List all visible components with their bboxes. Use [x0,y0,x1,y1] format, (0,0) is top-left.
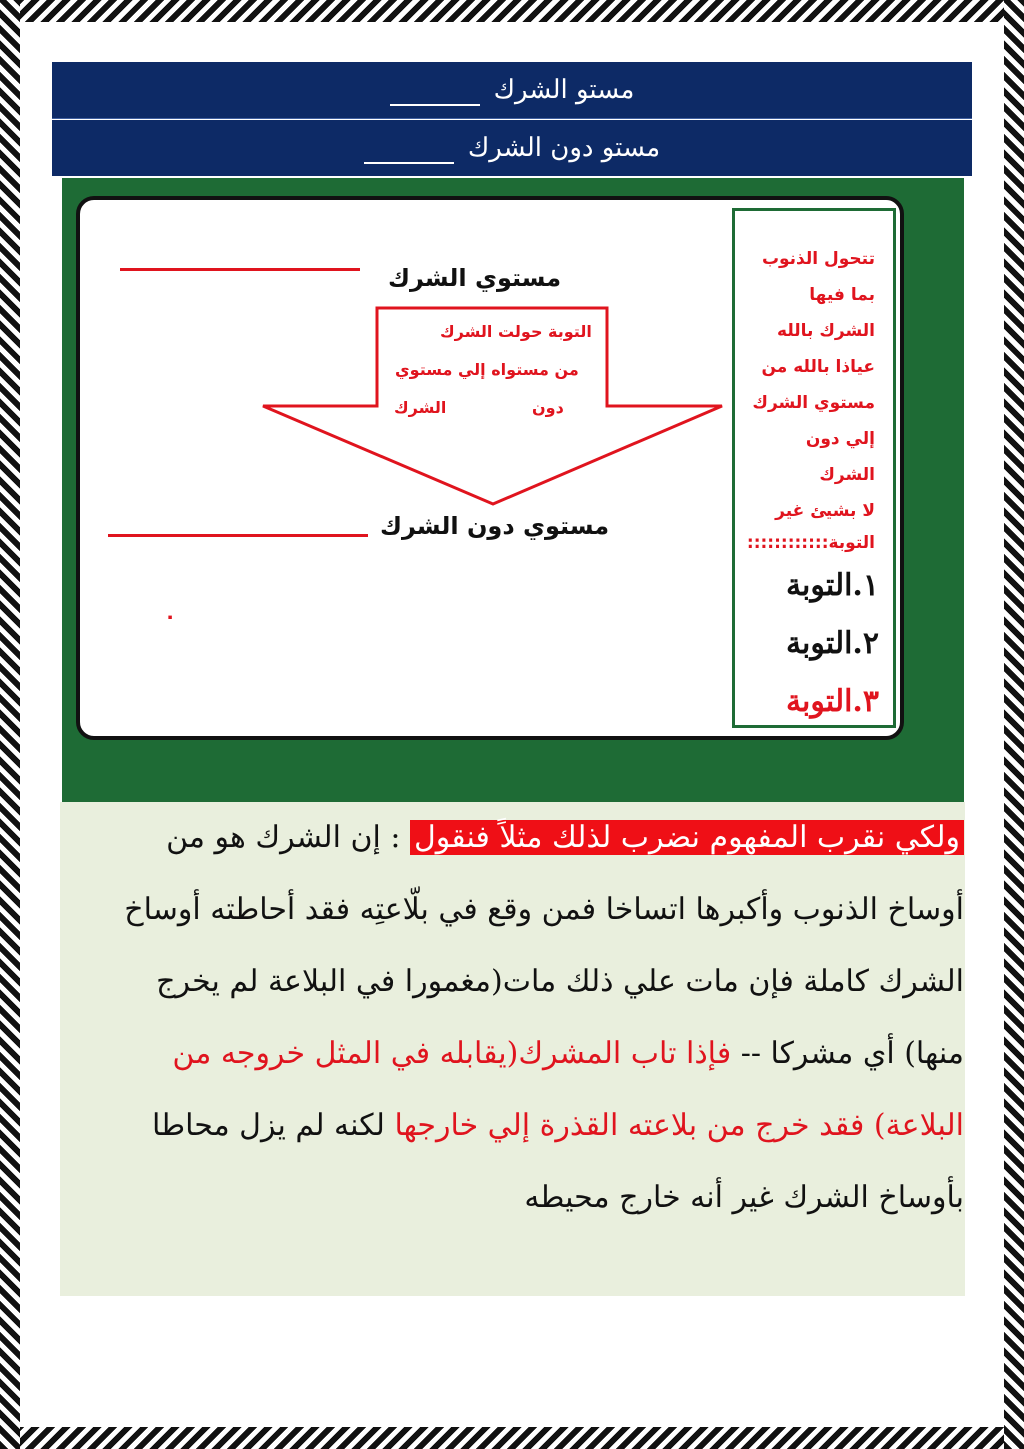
lower-level-label: مستوي دون الشرك [380,512,610,540]
dot-mark: ٠ [164,604,177,628]
step-1: ١.التوبة [785,568,879,603]
fill-blank-1 [390,76,480,106]
header-line-2 [52,120,972,176]
side-line-2: بما فيها [809,285,875,305]
decorative-border-right [1004,0,1024,1449]
header-line-1 [52,62,972,119]
arrow-text-line-1: التوبة حولت الشرك [440,322,592,341]
intro-highlight: ولكي نقرب المفهوم نضرب لذلك مثلاً فنقول [410,820,964,855]
arrow-text-line-2: من مستواه إلي مستوي [395,360,579,379]
paragraph-part-2: لكنه لم يزل محاطا بأوساخ الشرك غير أنه خارج محيطه [152,1108,964,1215]
upper-level-line [120,268,360,271]
side-explanation-box [732,208,896,728]
side-line-6: إلي دون الشرك [805,429,875,485]
side-line-7: لا بشيئ غير [775,501,875,521]
paragraph-part-1: : إن الشرك هو من أوساخ الذنوب وأكبرها اتساخا فمن وقع في بلّاعتِه فقد أحاطته أوساخ الشرك كاملة فإن مات علي ذلك مات(مغمورا في البلاعة لم يخرج منها) أي مشركا -- [124,820,964,1071]
upper-level-label: مستوي الشرك [388,264,562,292]
side-line-5: مستوي الشرك [752,393,875,413]
side-box-text [735,211,893,557]
step-2: ٢.التوبة [785,626,879,661]
decorative-border-top [0,0,1024,22]
explanation-paragraph [104,802,964,1234]
decorative-border-bottom [0,1427,1024,1449]
side-line-1: تتحول الذنوب [761,249,875,269]
decorative-border-left [0,0,20,1449]
side-line-4: عياذا بالله من [761,357,875,377]
arrow-text-line-3: دون الشرك [394,398,564,417]
fill-blank-2 [364,134,454,164]
paragraph-red-part: فإذا تاب المشرك(يقابله في المثل خروجه من البلاعة) فقد خرج من بلاعته القذرة إلي خارجها [172,1036,964,1143]
header-line-1-text: مستو الشرك [493,75,635,105]
header-line-2-text: مستو دون الشرك [467,133,661,163]
side-line-3: الشرك بالله [777,321,875,341]
lower-level-line [108,534,368,537]
side-line-8: التوبة:::::::::::: [746,533,875,553]
step-3: ٣.التوبة [785,684,879,719]
